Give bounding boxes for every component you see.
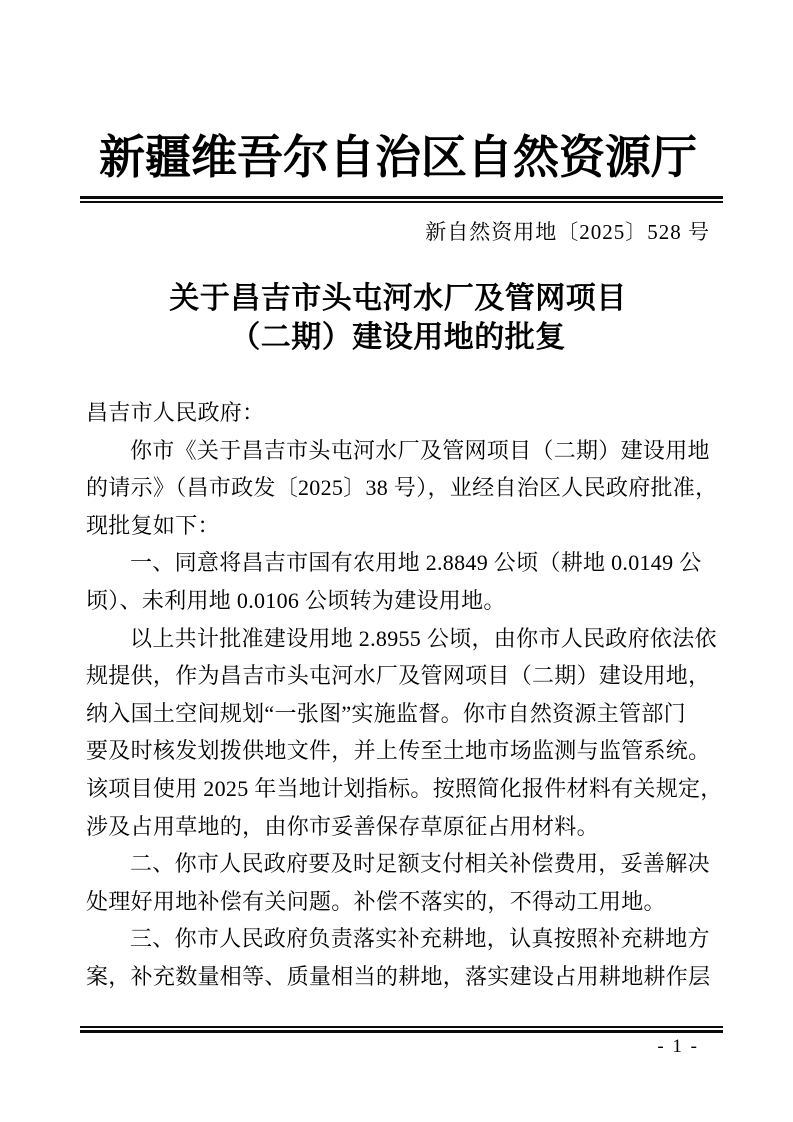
- document-title: [86, 279, 710, 357]
- document-body: [86, 394, 723, 996]
- header-double-rule: [80, 196, 723, 203]
- body-line: 现批复如下：: [86, 512, 220, 538]
- issuing-agency-title: 新疆维吾尔自治区自然资源厅: [99, 132, 697, 183]
- body-line: 该项目使用 2025 年当地计划指标。按照简化报件材料有关规定，: [86, 775, 723, 801]
- document-title-line-1: 关于昌吉市头屯河水厂及管网项目: [169, 282, 627, 315]
- page-number: - 1 -: [657, 1036, 699, 1057]
- body-line: 以上共计批准建设用地 2.8955 公顷，由你市人民政府依法依: [130, 625, 717, 651]
- page-footer: [80, 1026, 723, 1058]
- body-line: 规提供，作为昌吉市头屯河水厂及管网项目（二期）建设用地，: [86, 663, 711, 689]
- body-line: 纳入国土空间规划“一张图”实施监督。你市自然资源主管部门: [86, 700, 686, 726]
- body-line: 案，补充数量相等、质量相当的耕地，落实建设占用耕地耕作层: [86, 963, 711, 989]
- footer-double-rule: [80, 1026, 723, 1033]
- body-line: 一、同意将昌吉市国有农用地 2.8849 公顷（耕地 0.0149 公: [130, 550, 702, 576]
- body-line: 处理好用地补偿有关问题。补偿不落实的，不得动工用地。: [86, 888, 666, 914]
- document-title-line-2: （二期）建设用地的批复: [230, 321, 566, 354]
- body-line: 你市《关于昌吉市头屯河水厂及管网项目（二期）建设用地: [130, 437, 710, 463]
- body-line: 要及时核发划拨供地文件，并上传至土地市场监测与监管系统。: [86, 738, 711, 764]
- body-line: 涉及占用草地的，由你市妥善保存草原征占用材料。: [86, 813, 599, 839]
- body-line: 昌吉市人民政府：: [86, 400, 265, 425]
- body-line: 三、你市人民政府负责落实补充耕地，认真按照补充耕地方: [130, 926, 710, 952]
- body-line: 的请示》（昌市政发〔2025〕38 号），业经自治区人民政府批准，: [86, 475, 718, 501]
- body-line: 二、你市人民政府要及时足额支付相关补偿费用，妥善解决: [130, 851, 710, 877]
- document-reference-number: 新自然资用地〔2025〕528 号: [425, 220, 710, 244]
- body-line: 顷）、未利用地 0.0106 公顷转为建设用地。: [86, 587, 506, 613]
